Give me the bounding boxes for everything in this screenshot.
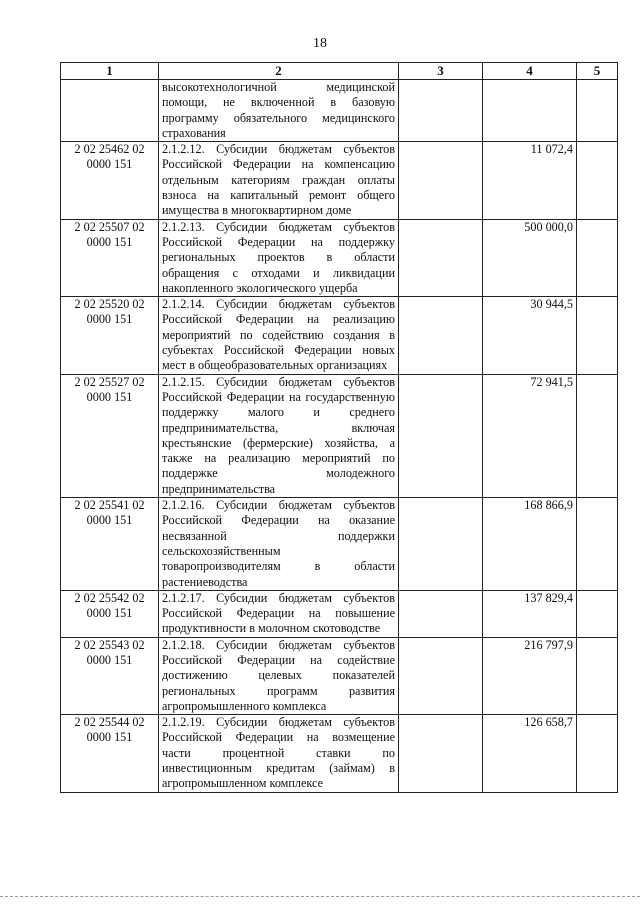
table-row [61,80,618,142]
item-description: 2.1.2.14. Субсидии бюджетам субъектов Российской Федерации на реализацию мероприятий по содействию создания в субъектах Российской Федерации новых мест в общеобразовательных организациях [159,297,399,374]
column-5-cell [577,637,618,714]
column-5-cell [577,374,618,497]
table-header-row [61,63,618,80]
item-description: 2.1.2.19. Субсидии бюджетам субъектов Российской Федерации на возмещение части процентной ставки по инвестиционным кредитам (займам) в агропромышленном комплексе [159,715,399,792]
column-header-5: 5 [577,63,618,80]
column-3-cell [399,590,483,637]
item-description: 2.1.2.12. Субсидии бюджетам субъектов Российской Федерации на компенсацию отдельным категориям граждан оплаты взноса на капитальный ремонт общего имущества в многоквартирном доме [159,142,399,219]
budget-code: 2 02 25520 02 0000 151 [61,297,159,374]
table-row [61,297,618,374]
table-row [61,219,618,296]
column-3-cell [399,219,483,296]
item-description: 2.1.2.15. Субсидии бюджетам субъектов Российской Федерации на государственную поддержку малого и среднего предпринимательства, включая крестьянские (фермерские) хозяйства, а также на реализацию мероприятий по поддержке молодежного предпринимательства [159,374,399,497]
item-description: высокотехнологичной медицинской помощи, не включенной в базовую программу обязательного медицинского страхования [159,80,399,142]
budget-code: 2 02 25527 02 0000 151 [61,374,159,497]
budget-code: 2 02 25507 02 0000 151 [61,219,159,296]
budget-table [60,62,618,793]
column-5-cell [577,80,618,142]
column-3-cell [399,498,483,591]
item-description: 2.1.2.18. Субсидии бюджетам субъектов Российской Федерации на содействие достижению целевых показателей региональных программ развития агропромышленного комплекса [159,637,399,714]
column-3-cell [399,637,483,714]
table-row [61,715,618,792]
page-number: 18 [313,36,327,51]
budget-code: 2 02 25542 02 0000 151 [61,590,159,637]
amount-cell: 72 941,5 [483,374,577,497]
column-5-cell [577,590,618,637]
column-5-cell [577,219,618,296]
amount-cell [483,80,577,142]
table-row [61,374,618,497]
amount-cell: 500 000,0 [483,219,577,296]
table-row [61,590,618,637]
column-5-cell [577,498,618,591]
amount-cell: 126 658,7 [483,715,577,792]
table-row [61,142,618,219]
amount-cell: 137 829,4 [483,590,577,637]
budget-code: 2 02 25543 02 0000 151 [61,637,159,714]
column-3-cell [399,142,483,219]
column-header-3: 3 [399,63,483,80]
column-3-cell [399,297,483,374]
table-row [61,637,618,714]
column-3-cell [399,80,483,142]
amount-cell: 11 072,4 [483,142,577,219]
table-row [61,498,618,591]
column-5-cell [577,715,618,792]
budget-code: 2 02 25462 02 0000 151 [61,142,159,219]
column-header-2: 2 [159,63,399,80]
item-description: 2.1.2.17. Субсидии бюджетам субъектов Российской Федерации на повышение продуктивности в молочном скотоводстве [159,590,399,637]
column-3-cell [399,374,483,497]
scan-artifact-line [0,896,640,899]
amount-cell: 30 944,5 [483,297,577,374]
budget-code: 2 02 25544 02 0000 151 [61,715,159,792]
item-description: 2.1.2.13. Субсидии бюджетам субъектов Российской Федерации на поддержку региональных проектов в области обращения с отходами и ликвидации накопленного экологического ущерба [159,219,399,296]
amount-cell: 216 797,9 [483,637,577,714]
column-3-cell [399,715,483,792]
budget-code: 2 02 25541 02 0000 151 [61,498,159,591]
item-description: 2.1.2.16. Субсидии бюджетам субъектов Российской Федерации на оказание несвязанной поддержки сельскохозяйственным товаропроизводителям в области растениеводства [159,498,399,591]
column-header-4: 4 [483,63,577,80]
column-header-1: 1 [61,63,159,80]
column-5-cell [577,297,618,374]
amount-cell: 168 866,9 [483,498,577,591]
budget-code [61,80,159,142]
column-5-cell [577,142,618,219]
